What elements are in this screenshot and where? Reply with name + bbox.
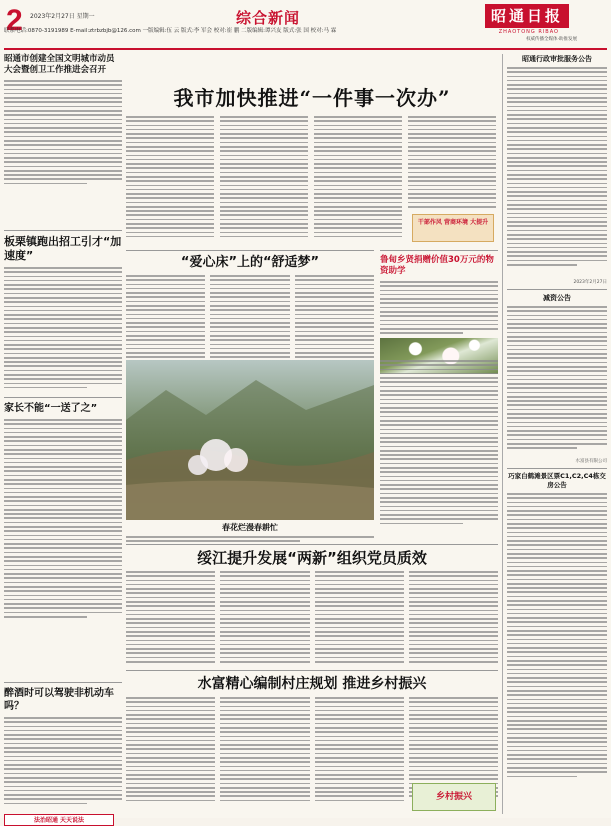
article-shuifu xyxy=(126,670,498,817)
lead-article xyxy=(126,82,498,111)
article-parents xyxy=(4,397,122,639)
lead-headline: 我市加快推进“一件事一次办” xyxy=(173,86,451,110)
lead-article-body xyxy=(126,116,498,244)
notice-body xyxy=(507,67,607,277)
logo-slogan: 权威传播全媒体·助推发展 xyxy=(526,37,577,42)
article-love-bed xyxy=(126,250,374,361)
article-suijiang xyxy=(126,544,498,667)
spring-farming-photo xyxy=(126,360,374,520)
notice-title: 减资公告 xyxy=(543,294,571,302)
law-column-badge: 法治昭通 天天说法 xyxy=(4,814,114,826)
article-body xyxy=(4,717,122,812)
notice-body xyxy=(507,493,607,793)
photo-illustration xyxy=(126,360,374,520)
article-body xyxy=(380,281,498,336)
article-body xyxy=(4,267,122,397)
newspaper-logo: 昭通日报 xyxy=(485,4,569,28)
photo-caption: 春花烂漫春耕忙 xyxy=(222,523,278,532)
notice-title: 巧家白鹤滩景区票C1,C2,C4栋交房公告 xyxy=(508,472,606,489)
notice-date: 2023年2月27日 xyxy=(573,280,607,285)
article-body xyxy=(126,571,498,667)
logo-subtitle: ZHAOTONG RIBAO xyxy=(498,29,559,35)
rural-revitalization-banner: 乡村振兴 xyxy=(412,783,496,811)
article-headline: 板栗镇跑出招工引才“加速度” xyxy=(4,235,122,262)
article-ludian-donation xyxy=(380,250,498,374)
left-column xyxy=(4,54,122,824)
article-drunk-driving xyxy=(4,682,122,826)
section-title: 综合新闻 xyxy=(236,9,301,27)
article-headline: 家长不能“一送了之” xyxy=(4,403,98,414)
photo-caption-block xyxy=(126,522,374,546)
main-column xyxy=(126,54,498,814)
notice-body xyxy=(507,306,607,456)
notice-title: 昭通行政审批服务公告 xyxy=(522,55,592,63)
masthead-rule xyxy=(4,48,607,50)
page-number: 2 xyxy=(6,4,23,37)
article-body xyxy=(4,80,122,192)
contact-bar: 联系电话:0870-3191989 E-mail:ztrbzbjb@126.com 一版编辑:伍 云 版式:李 军会 校对:崔 鹏 二版编辑:谭兴友 版式:张 国 校对:马 霖 xyxy=(4,28,337,34)
article-headline: “爱心床”上的“舒适梦” xyxy=(180,255,320,270)
article-headline: 鲁甸乡贤捐赠价值30万元的物资助学 xyxy=(380,255,494,276)
handover-notice xyxy=(507,468,607,793)
right-column xyxy=(502,54,607,814)
masthead xyxy=(4,4,607,48)
article-body xyxy=(126,275,374,361)
notice-org: 水富县有限公司 xyxy=(575,459,607,464)
publication-date: 2023年2月27日 星期一 xyxy=(30,13,95,20)
article-headline: 昭通市创建全国文明城市动员大会暨创卫工作推进会召开 xyxy=(4,54,115,75)
article-body xyxy=(4,419,122,639)
article-love-bed-continued xyxy=(380,360,498,536)
article-banliji xyxy=(4,230,122,397)
style-badge: 干部作风 营商环境 大提升 xyxy=(412,214,494,242)
article-headline: 水富精心编制村庄规划 推进乡村振兴 xyxy=(197,676,427,692)
capital-reduction-notice xyxy=(507,289,607,464)
article-body xyxy=(380,360,498,536)
article-headline: 绥江提升发展“两新”组织党员质效 xyxy=(197,549,427,567)
article-headline: 醉酒时可以驾驶非机动车吗？ xyxy=(4,688,114,712)
article-civilized-city xyxy=(4,54,122,192)
